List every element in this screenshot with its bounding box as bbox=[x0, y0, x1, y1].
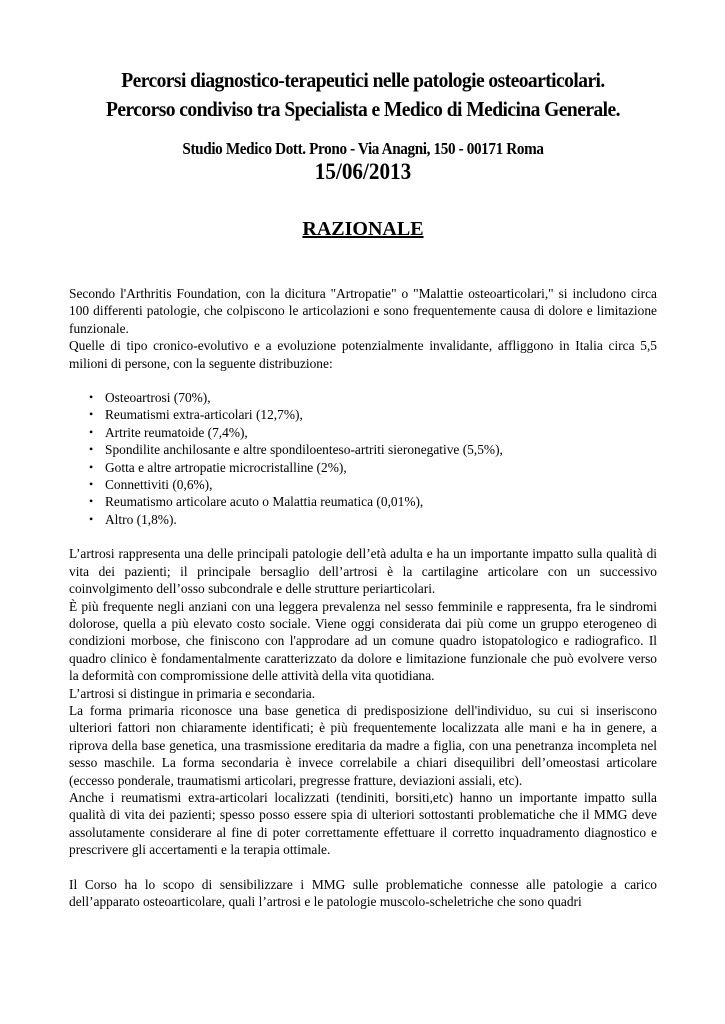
list-item bbox=[69, 441, 657, 458]
list-item-text: Altro (1,8%). bbox=[105, 511, 177, 527]
list-item bbox=[69, 493, 657, 510]
list-item bbox=[69, 389, 657, 406]
paragraph-artrosi: L’artrosi rappresenta una delle principali patologie dell’età adulta e ha un importante impatto sulla qualità di vita dei pazienti; il principale bersaglio dell’artrosi è la cartilagine articolare con un successivo coinvolgimento dell’osso subcondrale e delle strutture periarticolari. bbox=[69, 546, 657, 597]
list-item-text: Gotta e altre artropatie microcristalline (2%), bbox=[105, 459, 347, 475]
bullet-icon: • bbox=[89, 494, 94, 509]
list-item bbox=[69, 459, 657, 476]
title-line-1: Percorsi diagnostico-terapeutici nelle patologie osteoarticolari. bbox=[121, 68, 605, 92]
list-item bbox=[69, 476, 657, 493]
bullet-icon: • bbox=[89, 511, 94, 526]
title-line-2: Percorso condiviso tra Specialista e Medico di Medicina Generale. bbox=[106, 97, 620, 121]
bullet-icon: • bbox=[89, 424, 94, 439]
list-item-text: Connettiviti (0,6%), bbox=[105, 477, 213, 493]
list-item bbox=[69, 424, 657, 441]
list-item-text: Spondilite anchilosante e altre spondiloenteso-artriti sieronegative (5,5%), bbox=[105, 442, 503, 458]
document-date: 15/06/2013 bbox=[314, 159, 412, 184]
paragraph-reumatismi: Anche i reumatismi extra-articolari localizzati (tendiniti, borsiti,etc) hanno un importante impatto sulla qualità di vita dei pazienti; spesso posso essere spia di ulteriori sottostanti problematiche che il MMG deve assolutamente considerare al fine di poter correttamente effettuare il corretto inquadramento diagnostico e prescrivere gli accertamenti e la terapia ottimale. bbox=[69, 789, 657, 858]
list-item-text: Reumatismo articolare acuto o Malattia reumatica (0,01%), bbox=[105, 494, 424, 510]
distribution-list bbox=[69, 389, 657, 528]
bullet-icon: • bbox=[89, 459, 94, 474]
paragraph-corso: Il Corso ha lo scopo di sensibilizzare i MMG sulle problematiche connesse alle patologie a carico dell’apparato osteoarticolare, quali l’artrosi e le patologie muscolo-scheletriche che sono quadri bbox=[69, 876, 657, 909]
paragraph-distribution-intro: Quelle di tipo cronico-evolutivo e a evoluzione potenzialmente invalidante, affliggono in Italia circa 5,5 milioni di persone, con la seguente distribuzione: bbox=[69, 338, 657, 371]
section-heading: RAZIONALE bbox=[302, 218, 424, 240]
paragraph-forme: La forma primaria riconosce una base genetica di predisposizione dell'individuo, su cui si inseriscono ulteriori fattori non chiaramente identificati; è più frequentemente localizzata alle mani e ha in genere, a riprova della base genetica, una trasmissione ereditaria da madre a figlia, con una penetranza incompleta nel sesso maschile. La forma secondaria è invece correlabile a chiari disequilibri dell’omeostasi articolare (eccesso ponderale, traumatismi articolari, pregresse fratture, deviazioni assiali, etc). bbox=[69, 702, 657, 788]
paragraph-intro: Secondo l'Arthritis Foundation, con la dicitura "Artropatie" o "Malattie osteoarticolari," si includono circa 100 differenti patologie, che colpiscono le articolazioni e sono frequentemente causa di dolore e limitazione funzionale. bbox=[69, 286, 657, 336]
list-item-text: Reumatismi extra-articolari (12,7%), bbox=[105, 407, 303, 423]
list-item-text: Osteoartrosi (70%), bbox=[105, 390, 211, 406]
list-item-text: Artrite reumatoide (7,4%), bbox=[105, 424, 248, 440]
bullet-icon: • bbox=[89, 390, 94, 405]
location-line: Studio Medico Dott. Prono - Via Anagni, 150 - 00171 Roma bbox=[182, 139, 544, 158]
document-page bbox=[69, 66, 657, 910]
bullet-icon: • bbox=[89, 477, 94, 492]
list-item bbox=[69, 406, 657, 423]
paragraph-classificazione: L’artrosi si distingue in primaria e secondaria. bbox=[69, 685, 316, 701]
bullet-icon: • bbox=[89, 442, 94, 457]
paragraph-frequenza: È più frequente negli anziani con una leggera prevalenza nel sesso femminile e rappresenta, fra le sindromi dolorose, quella a più elevato costo sociale. Viene oggi considerata dai più come un gruppo eterogeneo di condizioni morbose, che finiscono con l'approdare ad un comune quadro istopatologico e radiografico. Il quadro clinico è fondamentalmente caratterizzato da dolore e limitazione funzionale che può evolvere verso la deformità con compromissione delle attività della vita quotidiana. bbox=[69, 598, 657, 684]
bullet-icon: • bbox=[89, 407, 94, 422]
document-title bbox=[69, 66, 657, 124]
list-item bbox=[69, 511, 657, 528]
